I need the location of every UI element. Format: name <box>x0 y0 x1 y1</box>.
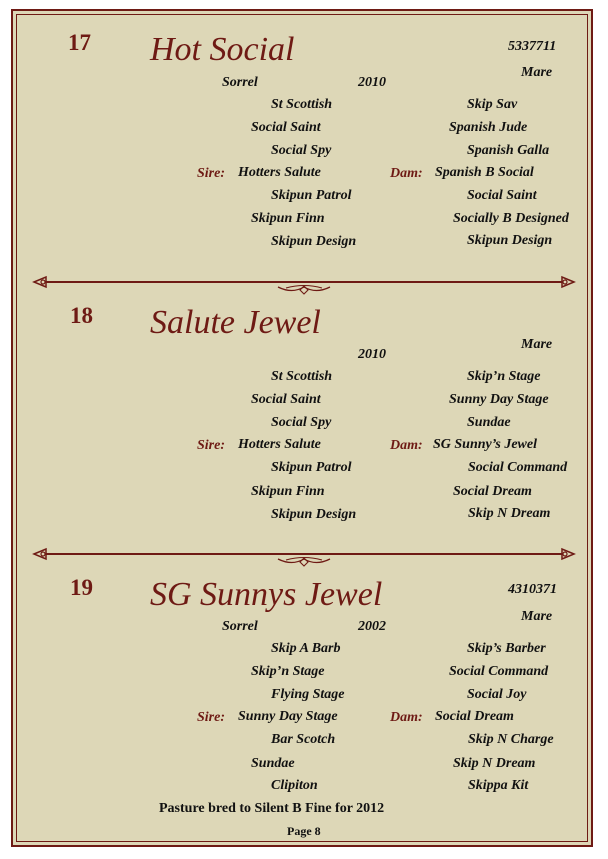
pedigree-dam: Social Dream <box>435 709 514 724</box>
horse-color: Sorrel <box>222 75 258 90</box>
pedigree-dam-sire-sire: Skip’n Stage <box>467 369 541 384</box>
pedigree-dam-sire: Social Command <box>449 664 549 679</box>
pedigree-dam-sire-sire: Skip’s Barber <box>467 641 546 656</box>
pedigree-sire-dam-dam: Skipun Design <box>271 234 357 249</box>
pedigree-sire-sire-dam: Social Spy <box>271 415 332 430</box>
horse-sex: Mare <box>521 609 553 624</box>
pedigree-sire-sire-sire: St Scottish <box>271 369 333 384</box>
horse-color: Sorrel <box>222 619 258 634</box>
pedigree-dam-dam-sire: Social Command <box>468 460 568 475</box>
breeding-note: Pasture bred to Silent B Fine for 2012 <box>159 801 385 816</box>
pedigree-dam-dam-dam: Skip N Dream <box>468 506 551 521</box>
pedigree-sire-dam: Skipun Finn <box>251 211 325 226</box>
pedigree-dam-dam-dam: Skippa Kit <box>468 778 529 793</box>
ornamental-divider <box>0 274 608 296</box>
pedigree-dam-sire-dam: Spanish Galla <box>467 143 550 158</box>
pedigree-sire-sire: Social Saint <box>251 120 321 135</box>
horse-sex: Mare <box>521 337 553 352</box>
pedigree-sire-dam: Skipun Finn <box>251 484 325 499</box>
lot-number: 18 <box>70 303 93 328</box>
pedigree-dam-dam-dam: Skipun Design <box>467 233 553 248</box>
horse-sex: Mare <box>521 65 553 80</box>
pedigree-sire-sire-sire: St Scottish <box>271 97 333 112</box>
ornamental-divider <box>0 546 608 568</box>
dam-label: Dam: <box>390 438 423 453</box>
registration-number: 4310371 <box>508 582 557 597</box>
pedigree-dam-sire: Sunny Day Stage <box>449 392 549 407</box>
pedigree-sire: Hotters Salute <box>238 437 321 452</box>
dam-label: Dam: <box>390 166 423 181</box>
pedigree-sire-sire-sire: Skip A Barb <box>271 641 341 656</box>
pedigree-sire-dam-dam: Clipiton <box>271 778 318 793</box>
pedigree-dam: SG Sunny’s Jewel <box>433 437 537 452</box>
pedigree-sire-sire-dam: Flying Stage <box>271 687 345 702</box>
lot-number: 17 <box>68 30 91 55</box>
sire-label: Sire: <box>197 710 225 725</box>
foal-year: 2002 <box>358 619 386 634</box>
pedigree-sire-dam-sire: Bar Scotch <box>271 732 336 747</box>
pedigree-sire: Hotters Salute <box>238 165 321 180</box>
pedigree-dam-sire: Spanish Jude <box>449 120 528 135</box>
pedigree-sire-dam: Sundae <box>251 756 295 771</box>
pedigree-dam-dam: Socially B Designed <box>453 211 569 226</box>
pedigree-sire-sire: Social Saint <box>251 392 321 407</box>
pedigree-dam-dam: Skip N Dream <box>453 756 536 771</box>
horse-name: Hot Social <box>150 31 295 68</box>
sire-label: Sire: <box>197 438 225 453</box>
horse-name: SG Sunnys Jewel <box>150 576 383 613</box>
foal-year: 2010 <box>358 347 386 362</box>
pedigree-sire-dam-dam: Skipun Design <box>271 507 357 522</box>
pedigree-dam-sire-dam: Sundae <box>467 415 511 430</box>
pedigree-sire-dam-sire: Skipun Patrol <box>271 188 352 203</box>
pedigree-dam-dam: Social Dream <box>453 484 532 499</box>
pedigree-dam: Spanish B Social <box>435 165 534 180</box>
pedigree-sire: Sunny Day Stage <box>238 709 338 724</box>
pedigree-dam-sire-dam: Social Joy <box>467 687 527 702</box>
pedigree-sire-sire-dam: Social Spy <box>271 143 332 158</box>
pedigree-dam-sire-sire: Skip Sav <box>467 97 518 112</box>
pedigree-sire-sire: Skip’n Stage <box>251 664 325 679</box>
page-number: Page 8 <box>287 824 321 838</box>
pedigree-dam-dam-sire: Skip N Charge <box>468 732 554 747</box>
horse-name: Salute Jewel <box>150 304 321 341</box>
foal-year: 2010 <box>358 75 386 90</box>
pedigree-sire-dam-sire: Skipun Patrol <box>271 460 352 475</box>
pedigree-dam-dam-sire: Social Saint <box>467 188 537 203</box>
dam-label: Dam: <box>390 710 423 725</box>
lot-number: 19 <box>70 575 93 600</box>
sire-label: Sire: <box>197 166 225 181</box>
registration-number: 5337711 <box>508 39 557 54</box>
